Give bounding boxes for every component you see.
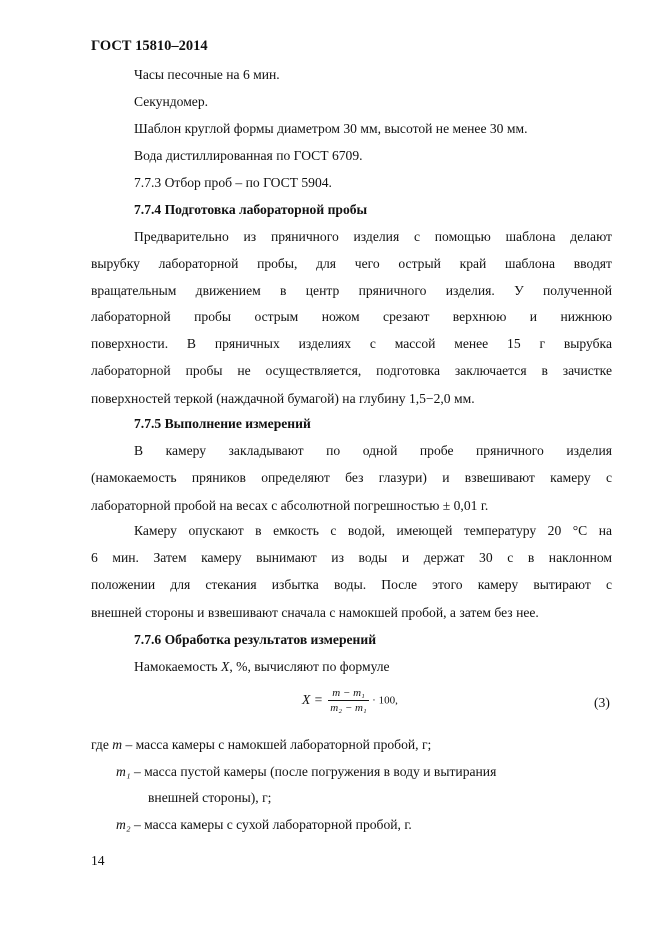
page-number: 14 xyxy=(91,853,105,868)
formula-intro xyxy=(134,658,390,676)
formula-fraction xyxy=(328,687,368,714)
paragraph-line: лабораторной пробы острым ножом срезают верхнюю и нижнюю xyxy=(91,309,612,324)
variable-description: – масса пустой камеры (после погружения в воду и вытирания xyxy=(130,764,497,779)
paragraph-line: положении для стекания избытка воды. После этого камеру вытирают с xyxy=(91,577,612,592)
formula-number: (3) xyxy=(594,695,610,710)
paragraph-line: Предварительно из пряничного изделия с помощью шаблона делают xyxy=(134,229,612,244)
variable-symbol: m₁ xyxy=(116,764,131,779)
paragraph-line: В камеру закладывают по одной пробе пряничного изделия xyxy=(134,443,612,458)
text-line: Часы песочные на 6 мин. xyxy=(134,67,280,82)
section-776-title: 7.7.6 Обработка результатов измерений xyxy=(134,632,377,647)
where-line xyxy=(116,763,496,781)
document-header: ГОСТ 15810–2014 xyxy=(91,38,208,54)
section-773: 7.7.3 Отбор проб – по ГОСТ 5904. xyxy=(134,175,332,190)
variable-description: – масса камеры с намокшей лабораторной пробой, г; xyxy=(122,737,432,752)
variable-symbol: m xyxy=(112,737,123,752)
formula-lhs: X = xyxy=(302,691,323,707)
paragraph-line: вращательным движением в центр пряничного изделия. У полученной xyxy=(91,283,612,298)
where-prefix: где xyxy=(91,737,113,752)
paragraph-line: (намокаемость пряников определяют без глазури) и взвешивают камеру с xyxy=(91,470,612,485)
paragraph-line: лабораторной пробой на весах с абсолютной погрешностью ± 0,01 г. xyxy=(91,498,489,513)
paragraph-line: 6 мин. Затем камеру вынимают из воды и держат 30 с в наклонном xyxy=(91,550,612,565)
variable-symbol: m₂ xyxy=(116,817,131,832)
where-line xyxy=(116,816,412,834)
where-line xyxy=(91,736,431,754)
section-775-title: 7.7.5 Выполнение измерений xyxy=(134,416,311,431)
text-line: Секундомер. xyxy=(134,94,209,109)
formula-rhs: · 100, xyxy=(372,694,398,707)
text-line: Вода дистиллированная по ГОСТ 6709. xyxy=(134,148,363,163)
paragraph-line: внешней стороны и взвешивают сначала с намокшей пробой, а затем без нее. xyxy=(91,605,539,620)
variable-description: – масса камеры с сухой лабораторной пробой, г. xyxy=(130,817,412,832)
paragraph-line: поверхностей теркой (наждачной бумагой) на глубину 1,5−2,0 мм. xyxy=(91,391,475,406)
formula-numerator: m − m₁ xyxy=(328,687,368,701)
intro-symbol: X xyxy=(221,659,230,674)
formula-denominator: m₂ − m₁ xyxy=(330,702,367,714)
paragraph-line: лабораторной пробы не осуществляется, подготовка заключается в зачистке xyxy=(91,363,612,378)
paragraph-line: вырубку лабораторной пробы, для чего острый край шаблона вводят xyxy=(91,256,612,271)
section-774-title: 7.7.4 Подготовка лабораторной пробы xyxy=(134,202,368,217)
paragraph-line: Камеру опускают в емкость с водой, имеющей температуру 20 °С на xyxy=(134,523,612,538)
where-line-continuation: внешней стороны), г; xyxy=(148,790,272,805)
intro-suffix: , %, вычисляют по формуле xyxy=(229,659,390,674)
text-line: Шаблон круглой формы диаметром 30 мм, высотой не менее 30 мм. xyxy=(134,121,528,136)
paragraph-line: поверхности. В пряничных изделиях с массой менее 15 г вырубка xyxy=(91,336,612,351)
formula xyxy=(302,687,398,714)
intro-prefix: Намокаемость xyxy=(134,659,222,674)
